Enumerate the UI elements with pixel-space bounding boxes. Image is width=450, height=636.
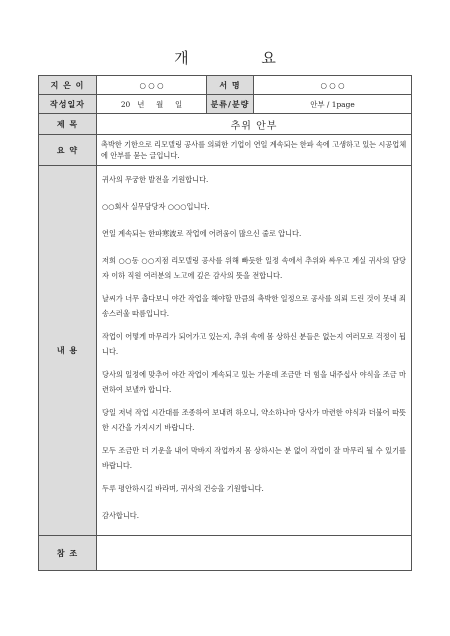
content-paragraph: ○○회사 실무담당자 ○○○입니다.: [102, 202, 210, 211]
document-table: [38, 75, 412, 571]
signature-label: 서 명: [207, 76, 254, 95]
sender-label: 지 은 이: [39, 76, 97, 95]
content-paragraph: 당일 저녁 작업 시간대를 조종하여 보내려 하오니, 약소하나마 당사가 마련한 야식과 더불어 따뜻한 시간을 가지시기 바랍니다.: [102, 408, 406, 432]
document-title: 개 요: [174, 49, 310, 67]
content-paragraph: 감사합니다.: [102, 511, 140, 520]
content-paragraph: 저희 ○○동 ○○지점 리모델링 공사를 위해 빠듯한 일정 속에서 추위와 싸우고 계실 귀사의 담당자 이하 직원 여러분의 노고에 깊은 감사의 뜻을 전합니다.: [102, 256, 406, 280]
content-label: 내 용: [39, 166, 97, 536]
subject-value: 추위 안부: [97, 114, 412, 135]
content-paragraph: 당사의 일정에 맞추어 야간 작업이 계속되고 있는 가운데 조금만 더 힘을 내주십사 야식을 조금 마련하여 보낼까 합니다.: [102, 370, 406, 394]
summary-label: 요 약: [39, 135, 97, 166]
content-paragraph: 모두 조금만 더 기운을 내어 막바지 작업까지 몸 상하시는 분 없이 작업이 잘 마무리 될 수 있기를 바랍니다.: [102, 446, 406, 470]
sender-value: ○ ○ ○: [97, 76, 207, 95]
date-value: 20 년 월 일: [97, 95, 207, 114]
reference-label: 참 조: [39, 536, 97, 571]
content-paragraph: 연일 계속되는 한파寒波로 작업에 어려움이 많으신 줄로 압니다.: [102, 229, 302, 238]
content-paragraph: 작업이 어떻게 마무리가 되어가고 있는지, 추위 속에 몸 상하신 분들은 없는지 여러모로 걱정이 됩니다.: [102, 332, 406, 356]
category-label: 분류/분량: [207, 95, 254, 114]
signature-value: ○ ○ ○: [254, 76, 412, 95]
content-paragraph: 두루 평안하시길 바라며, 귀사의 건승을 기원합니다.: [102, 484, 264, 493]
content-body: [97, 166, 412, 536]
content-paragraph: 날씨가 너무 춥다보니 야간 작업을 해야할 만큼의 촉박한 일정으로 공사를 의뢰 드린 것이 못내 죄송스러울 따름입니다.: [102, 294, 406, 318]
subject-label: 제 목: [39, 114, 97, 135]
date-label: 작성일자: [39, 95, 97, 114]
category-value: 안부 / 1page: [254, 95, 412, 114]
content-paragraph: 귀사의 무궁한 발전을 기원합니다.: [102, 175, 209, 184]
summary-value: 촉박한 기한으로 리모델링 공사를 의뢰한 기업이 연일 계속되는 한파 속에 고생하고 있는 시공업체에 안부를 묻는 글입니다.: [97, 135, 412, 166]
reference-value: [97, 536, 412, 571]
